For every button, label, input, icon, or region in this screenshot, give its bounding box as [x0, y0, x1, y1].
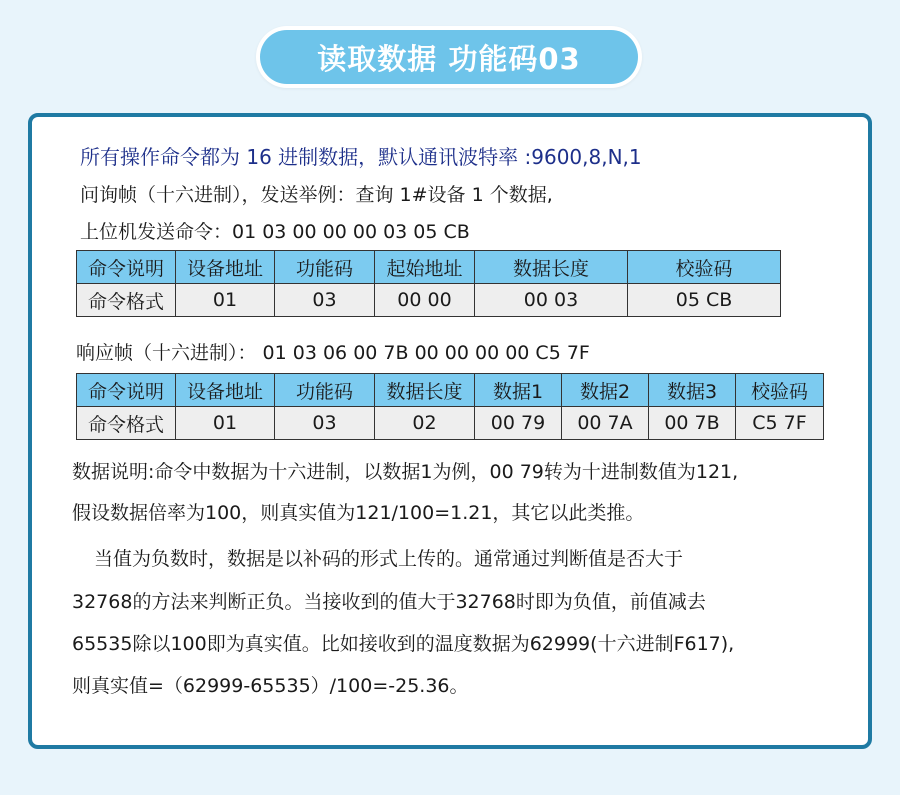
table-cell: 00 79	[475, 407, 562, 440]
table-header-cell: 数据长度	[475, 251, 628, 284]
table-cell: 05 CB	[628, 284, 781, 317]
intro-line-send-command: 上位机发送命令：01 03 00 00 00 03 05 CB	[80, 221, 470, 243]
table-cell: 00 03	[475, 284, 628, 317]
note-paragraph: 则真实值=（62999-65535）/100=-25.36。	[72, 675, 469, 697]
content-card	[28, 113, 872, 749]
table-header-cell: 数据长度	[375, 374, 475, 407]
table-header-cell: 功能码	[275, 251, 375, 284]
page-title: 读取数据 功能码03	[260, 30, 638, 84]
table-header-row	[77, 374, 824, 407]
table-header-cell: 设备地址	[176, 374, 275, 407]
table-cell: 02	[375, 407, 475, 440]
note-paragraph: 32768的方法来判断正负。当接收到的值大于32768时即为负值，前值减去	[72, 591, 706, 613]
response-table	[76, 373, 824, 440]
table-header-cell: 功能码	[275, 374, 375, 407]
table-header-row	[77, 251, 781, 284]
table-cell: 03	[275, 407, 375, 440]
table-cell: 命令格式	[77, 407, 176, 440]
table-cell: 00 00	[375, 284, 475, 317]
table-header-cell: 起始地址	[375, 251, 475, 284]
table-header-cell: 数据1	[475, 374, 562, 407]
table-header-cell: 命令说明	[77, 251, 176, 284]
note-paragraph: 数据说明:命令中数据为十六进制，以数据1为例，00 79转为十进制数值为121,	[72, 461, 739, 483]
table-cell: 00 7A	[562, 407, 649, 440]
table-cell: 01	[176, 407, 275, 440]
title-pill	[256, 26, 642, 88]
response-line: 响应帧（十六进制）： 01 03 06 00 7B 00 00 00 00 C5 7F	[76, 342, 590, 364]
table-cell: 01	[176, 284, 275, 317]
intro-line-query: 问询帧（十六进制），发送举例：查询 1#设备 1 个数据,	[80, 184, 553, 206]
table-cell: 命令格式	[77, 284, 176, 317]
table-cell: 03	[275, 284, 375, 317]
table-header-cell: 数据2	[562, 374, 649, 407]
request-table	[76, 250, 781, 317]
table-header-cell: 设备地址	[176, 251, 275, 284]
table-cell: 00 7B	[649, 407, 736, 440]
intro-line-baudrate: 所有操作命令都为 16 进制数据，默认通讯波特率 :9600,8,N,1	[80, 145, 642, 169]
table-row	[77, 284, 781, 317]
note-paragraph: 假设数据倍率为100，则真实值为121/100=1.21，其它以此类推。	[72, 502, 645, 524]
table-row	[77, 407, 824, 440]
note-paragraph: 当值为负数时，数据是以补码的形式上传的。通常通过判断值是否大于	[94, 548, 684, 570]
table-header-cell: 命令说明	[77, 374, 176, 407]
table-header-cell: 校验码	[628, 251, 781, 284]
note-paragraph: 65535除以100即为真实值。比如接收到的温度数据为62999(十六进制F617),	[72, 633, 735, 655]
table-header-cell: 数据3	[649, 374, 736, 407]
table-header-cell: 校验码	[736, 374, 824, 407]
table-cell: C5 7F	[736, 407, 824, 440]
